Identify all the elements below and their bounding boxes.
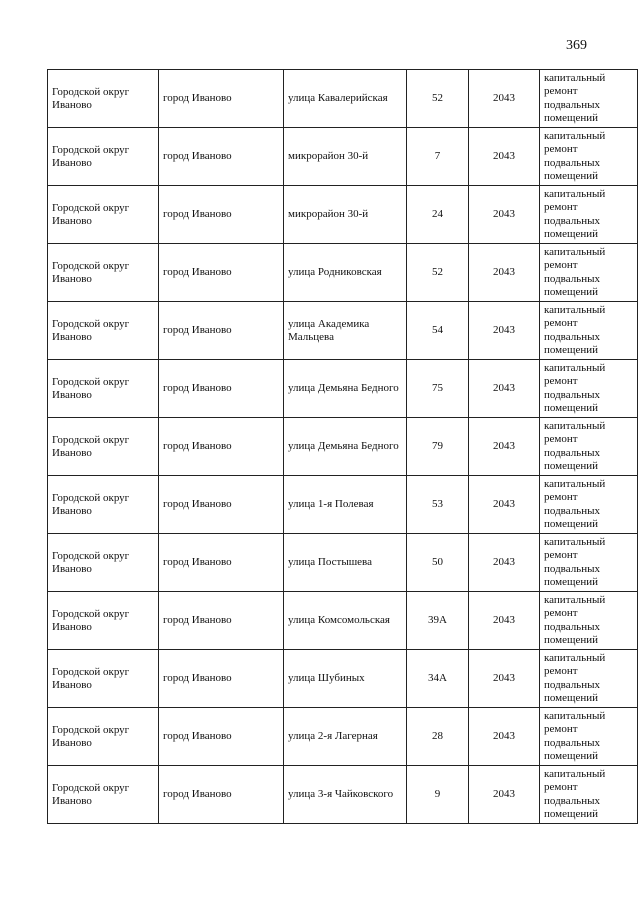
house-number-cell: 24 <box>407 186 469 244</box>
locality-cell: город Иваново <box>159 708 284 766</box>
table-row <box>48 360 638 418</box>
table-row <box>48 476 638 534</box>
locality-cell: город Иваново <box>159 650 284 708</box>
street-cell: улица Шубиных <box>284 650 407 708</box>
year-cell: 2043 <box>469 708 540 766</box>
work-type-cell: капитальный ремонт подвальных помещений <box>540 186 638 244</box>
house-number-cell: 75 <box>407 360 469 418</box>
overhaul-register-table <box>47 69 638 824</box>
year-cell: 2043 <box>469 186 540 244</box>
register-body <box>48 70 638 824</box>
work-type-cell: капитальный ремонт подвальных помещений <box>540 534 638 592</box>
house-number-cell: 39А <box>407 592 469 650</box>
house-number-cell: 79 <box>407 418 469 476</box>
street-cell: микрорайон 30-й <box>284 186 407 244</box>
table-row <box>48 534 638 592</box>
year-cell: 2043 <box>469 476 540 534</box>
table-row <box>48 70 638 128</box>
table-row <box>48 244 638 302</box>
house-number-cell: 54 <box>407 302 469 360</box>
house-number-cell: 28 <box>407 708 469 766</box>
work-type-cell: капитальный ремонт подвальных помещений <box>540 708 638 766</box>
work-type-cell: капитальный ремонт подвальных помещений <box>540 128 638 186</box>
municipality-cell: Городской округ Иваново <box>48 360 159 418</box>
year-cell: 2043 <box>469 244 540 302</box>
municipality-cell: Городской округ Иваново <box>48 70 159 128</box>
work-type-cell: капитальный ремонт подвальных помещений <box>540 650 638 708</box>
municipality-cell: Городской округ Иваново <box>48 186 159 244</box>
table-row <box>48 128 638 186</box>
work-type-cell: капитальный ремонт подвальных помещений <box>540 418 638 476</box>
work-type-cell: капитальный ремонт подвальных помещений <box>540 244 638 302</box>
street-cell: улица Кавалерийская <box>284 70 407 128</box>
year-cell: 2043 <box>469 360 540 418</box>
street-cell: улица Комсомольская <box>284 592 407 650</box>
street-cell: микрорайон 30-й <box>284 128 407 186</box>
year-cell: 2043 <box>469 70 540 128</box>
year-cell: 2043 <box>469 128 540 186</box>
work-type-cell: капитальный ремонт подвальных помещений <box>540 360 638 418</box>
page-number: 369 <box>566 38 587 53</box>
table-row <box>48 418 638 476</box>
house-number-cell: 52 <box>407 244 469 302</box>
house-number-cell: 52 <box>407 70 469 128</box>
municipality-cell: Городской округ Иваново <box>48 708 159 766</box>
house-number-cell: 53 <box>407 476 469 534</box>
street-cell: улица 1-я Полевая <box>284 476 407 534</box>
locality-cell: город Иваново <box>159 592 284 650</box>
municipality-cell: Городской округ Иваново <box>48 244 159 302</box>
year-cell: 2043 <box>469 592 540 650</box>
table-row <box>48 302 638 360</box>
locality-cell: город Иваново <box>159 476 284 534</box>
locality-cell: город Иваново <box>159 534 284 592</box>
locality-cell: город Иваново <box>159 302 284 360</box>
house-number-cell: 7 <box>407 128 469 186</box>
municipality-cell: Городской округ Иваново <box>48 302 159 360</box>
municipality-cell: Городской округ Иваново <box>48 766 159 824</box>
street-cell: улица Демьяна Бедного <box>284 360 407 418</box>
year-cell: 2043 <box>469 302 540 360</box>
street-cell: улица Постышева <box>284 534 407 592</box>
table-row <box>48 708 638 766</box>
table-row <box>48 650 638 708</box>
municipality-cell: Городской округ Иваново <box>48 650 159 708</box>
year-cell: 2043 <box>469 650 540 708</box>
municipality-cell: Городской округ Иваново <box>48 418 159 476</box>
locality-cell: город Иваново <box>159 418 284 476</box>
locality-cell: город Иваново <box>159 186 284 244</box>
locality-cell: город Иваново <box>159 128 284 186</box>
house-number-cell: 34А <box>407 650 469 708</box>
municipality-cell: Городской округ Иваново <box>48 534 159 592</box>
table-row <box>48 592 638 650</box>
table-row <box>48 766 638 824</box>
work-type-cell: капитальный ремонт подвальных помещений <box>540 476 638 534</box>
street-cell: улица 2-я Лагерная <box>284 708 407 766</box>
year-cell: 2043 <box>469 766 540 824</box>
year-cell: 2043 <box>469 418 540 476</box>
house-number-cell: 50 <box>407 534 469 592</box>
municipality-cell: Городской округ Иваново <box>48 128 159 186</box>
locality-cell: город Иваново <box>159 360 284 418</box>
street-cell: улица Родниковская <box>284 244 407 302</box>
table-row <box>48 186 638 244</box>
street-cell: улица 3-я Чайковского <box>284 766 407 824</box>
year-cell: 2043 <box>469 534 540 592</box>
street-cell: улица Академика Мальцева <box>284 302 407 360</box>
work-type-cell: капитальный ремонт подвальных помещений <box>540 766 638 824</box>
municipality-cell: Городской округ Иваново <box>48 592 159 650</box>
locality-cell: город Иваново <box>159 70 284 128</box>
work-type-cell: капитальный ремонт подвальных помещений <box>540 592 638 650</box>
locality-cell: город Иваново <box>159 766 284 824</box>
municipality-cell: Городской округ Иваново <box>48 476 159 534</box>
work-type-cell: капитальный ремонт подвальных помещений <box>540 302 638 360</box>
street-cell: улица Демьяна Бедного <box>284 418 407 476</box>
work-type-cell: капитальный ремонт подвальных помещений <box>540 70 638 128</box>
house-number-cell: 9 <box>407 766 469 824</box>
locality-cell: город Иваново <box>159 244 284 302</box>
